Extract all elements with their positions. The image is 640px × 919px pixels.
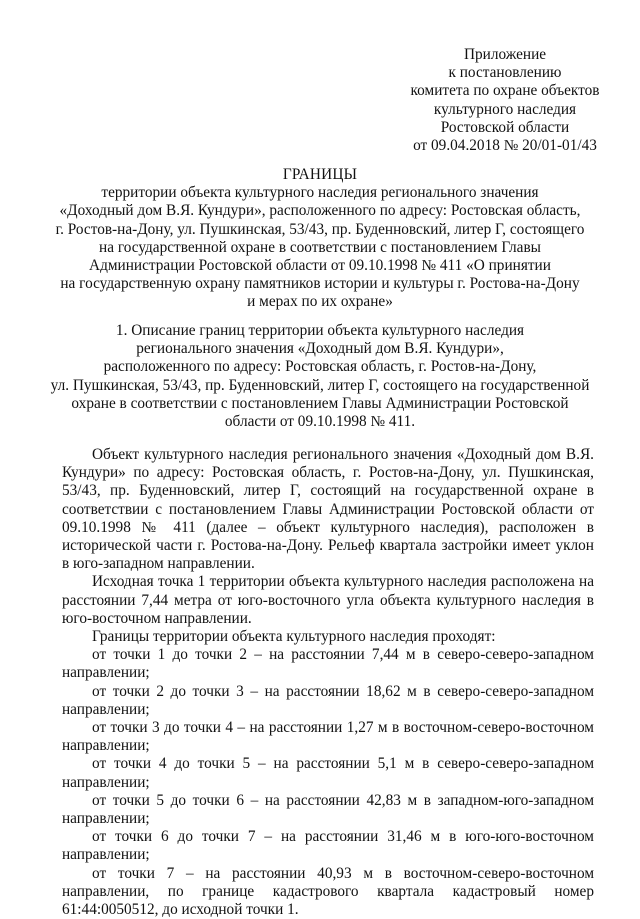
appendix-line: Приложение [463,46,547,63]
section-line: расположенного по адресу: Ростовская область, г. Ростов-на-Дону, [103,358,537,376]
section-line: охране в соответствии с постановлением Главы Администрации Ростовской [71,394,569,412]
title-line: на государственную охрану памятников истории и культуры г. Ростова-на-Дону [60,275,580,293]
start-point-paragraph: Исходная точка 1 территории объекта культурного наследия расположена на расстоянии 7,44 метра от юго-восточного угла объекта культурного наследия в юго-восточном направлении. [62,573,594,627]
boundary-segment: от точки 2 до точки 3 – на расстоянии 18,62 м в северо-северо-западном направлении; [62,682,594,718]
appendix-header [380,46,630,155]
document-title [40,166,600,312]
title-line: «Доходный дом В.Я. Кундури», расположенного по адресу: Ростовская область, [59,202,581,220]
appendix-line: Ростовской области [440,118,570,136]
appendix-line: комитета по охране объектов [410,82,600,100]
title-heading: ГРАНИЦЫ [282,166,358,183]
appendix-line: культурного наследия [433,100,577,118]
title-line: территории объекта культурного наследия регионального значения [101,184,539,202]
title-line: на государственной охране в соответствии с постановлением Главы [99,238,541,256]
document-body [62,446,594,919]
section-line: области от 09.10.1998 № 411. [224,413,416,431]
boundary-segment: от точки 6 до точки 7 – на расстоянии 31,46 м в юго-юго-восточном направлении; [62,828,594,864]
object-description-paragraph: Объект культурного наследия регионального значения «Доходный дом В.Я. Кундури» по адресу: Ростовская область, г. Ростов-на-Дону, ул. Пушкинская, 53/43, пр. Буденновский, литер Г, состоящий на государственной охране в соответствии с постановлением Главы Администрации Ростовской области от 09.10.1998 № 411 (далее – объект культурного наследия), расположен в исторической части г. Ростова-на-Дону. Рельеф квартала застройки имеет уклон в юго-западном направлении. [62,446,594,573]
boundary-segment: от точки 4 до точки 5 – на расстоянии 5,1 м в северо-северо-западном направлении; [62,755,594,791]
section-line: регионального значения «Доходный дом В.Я. Кундури», [136,340,504,358]
section-line: ул. Пушкинская, 53/43, пр. Буденновский, литер Г, состоящего на государственной [50,376,590,394]
boundary-segment: от точки 7 – на расстоянии 40,93 м в восточном-северо-восточном направлении, по границе кадастрового квартала кадастровый номер 61:44:0050512, до исходной точки 1. [62,864,594,919]
boundary-segment: от точки 1 до точки 2 – на расстоянии 7,44 м в северо-северо-западном направлении; [62,646,594,682]
boundaries-intro-paragraph: Границы территории объекта культурного наследия проходят: [92,628,496,646]
appendix-line: к постановлению [448,64,562,82]
title-line: и мерах по их охране» [247,293,393,311]
section-1-heading [40,322,600,431]
boundary-segment: от точки 5 до точки 6 – на расстоянии 42,83 м в западном-юго-западном направлении; [62,791,594,828]
boundary-segment: от точки 3 до точки 4 – на расстоянии 1,27 м в восточном-северо-восточном направлении; [62,719,594,755]
title-line: Администрации Ростовской области от 09.10.1998 № 411 «О принятии [89,257,551,275]
title-line: г. Ростов-на-Дону, ул. Пушкинская, 53/43, пр. Буденновский, литер Г, состоящего [55,220,585,238]
appendix-line: от 09.04.2018 № 20/01-01/43 [413,137,597,155]
section-line: 1. Описание границ территории объекта культурного наследия [115,322,525,339]
